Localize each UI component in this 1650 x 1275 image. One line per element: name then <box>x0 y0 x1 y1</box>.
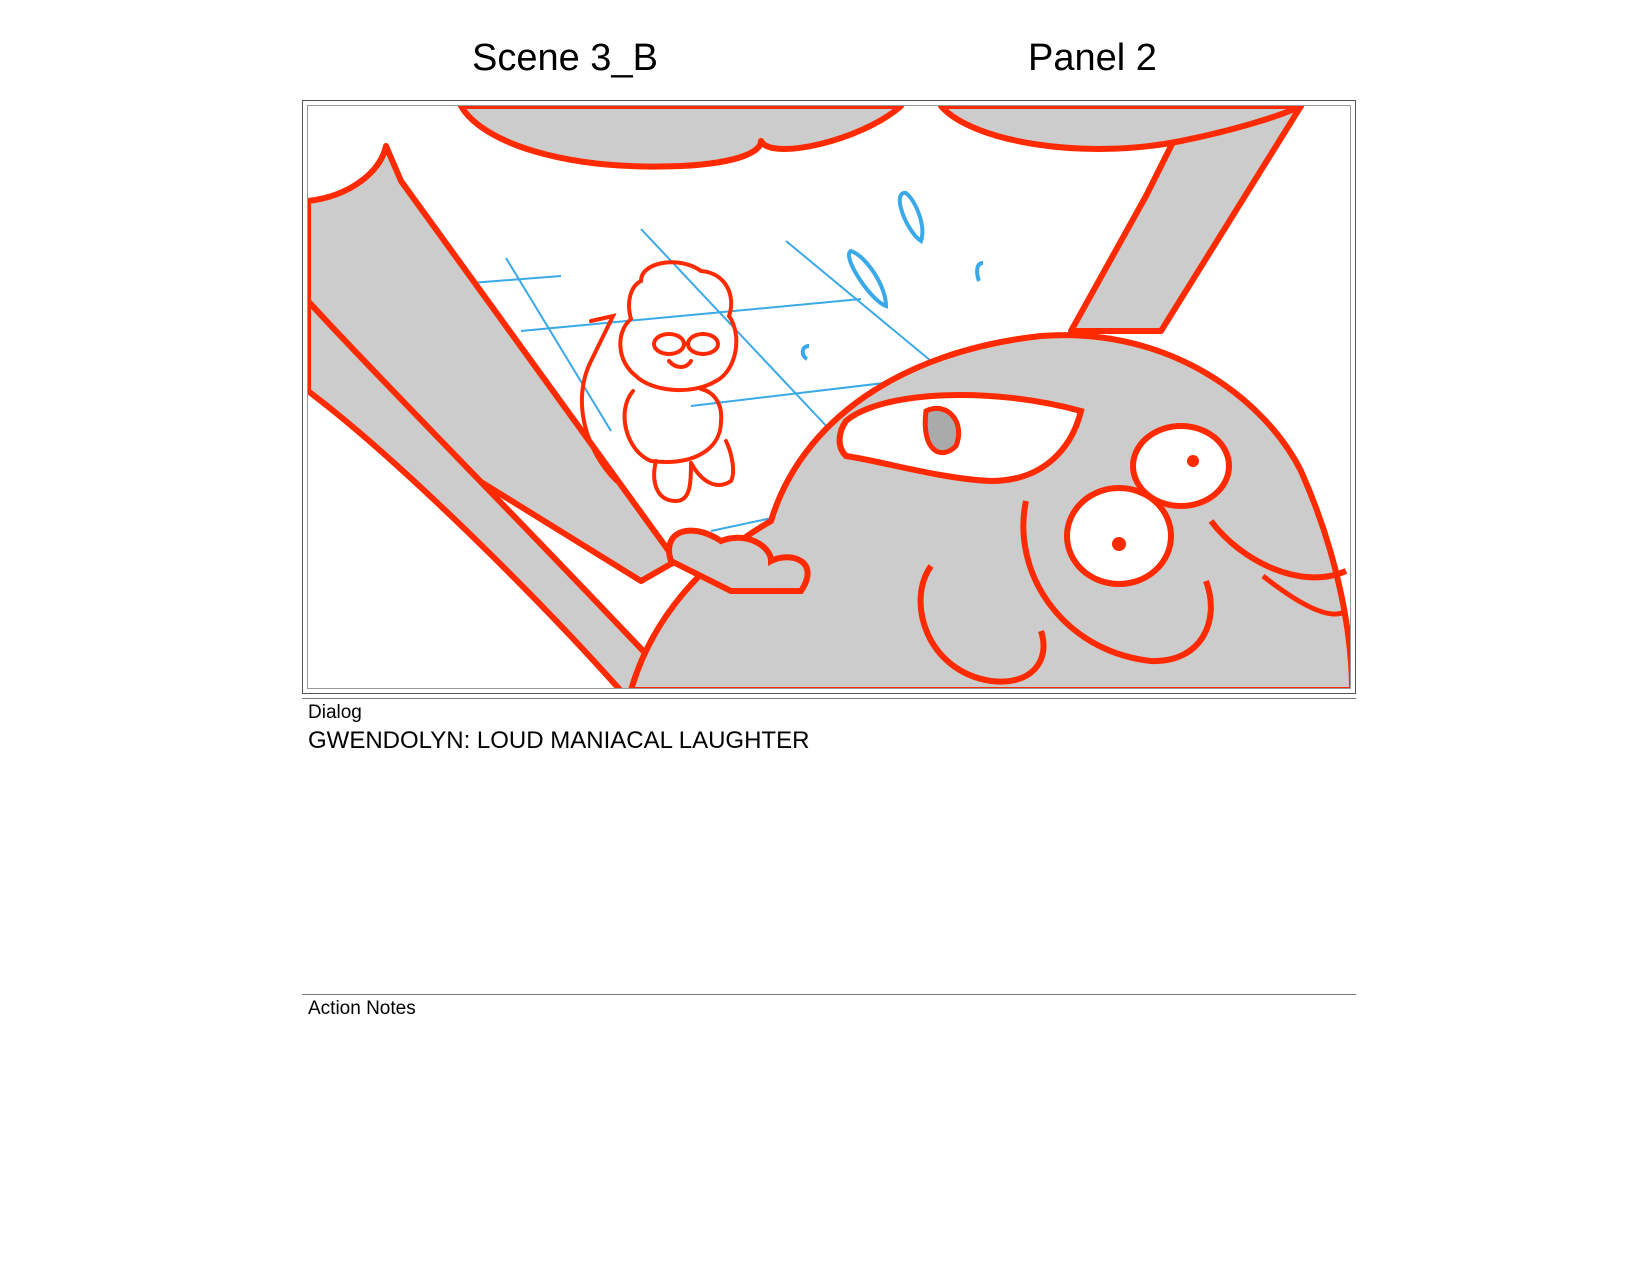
scene-title: Scene 3_B <box>472 37 658 79</box>
dialog-label: Dialog <box>308 702 362 723</box>
dialog-text: GWENDOLYN: LOUD MANIACAL LAUGHTER <box>308 727 810 754</box>
dialog-divider <box>302 698 1356 699</box>
monster-head <box>631 335 1351 689</box>
action-notes-label: Action Notes <box>308 998 416 1019</box>
panel-title: Panel 2 <box>1028 37 1157 79</box>
gwendolyn-figure <box>582 262 736 501</box>
storyboard-drawing <box>307 105 1351 689</box>
action-notes-divider <box>302 994 1356 995</box>
